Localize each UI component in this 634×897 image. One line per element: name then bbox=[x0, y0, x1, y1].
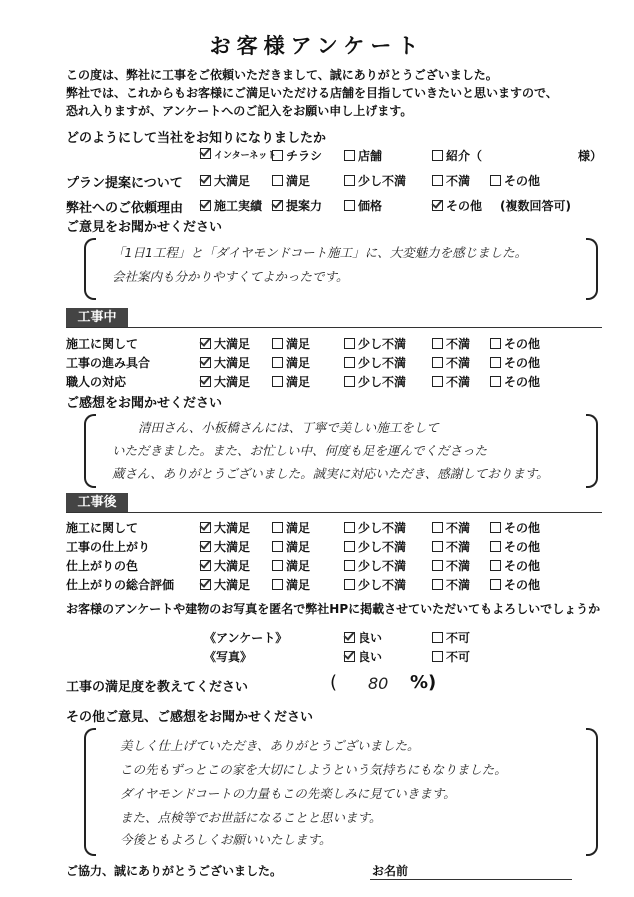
option-proposal[interactable]: 提案力 bbox=[272, 197, 322, 214]
satisfaction-open: ( bbox=[330, 672, 338, 693]
rating-option[interactable] bbox=[432, 335, 470, 352]
left-bracket bbox=[84, 238, 96, 300]
checkbox-icon[interactable] bbox=[272, 338, 283, 349]
rating-option[interactable] bbox=[432, 373, 470, 390]
rating-option[interactable] bbox=[200, 576, 250, 593]
checkbox-icon[interactable] bbox=[432, 651, 443, 662]
rating-option[interactable] bbox=[490, 335, 540, 352]
checkbox-checked-icon[interactable] bbox=[200, 560, 211, 571]
handwritten-line: いただきました。また、お忙しい中、何度も足を運んでくださった bbox=[112, 443, 488, 458]
left-bracket bbox=[84, 414, 96, 488]
checkbox-icon[interactable] bbox=[344, 560, 355, 571]
question-how: どのようにして当社をお知りになりましたか bbox=[66, 131, 327, 146]
checkbox-checked-icon[interactable] bbox=[200, 376, 211, 387]
rating-option[interactable] bbox=[200, 335, 250, 352]
checkbox-icon[interactable] bbox=[272, 357, 283, 368]
rating-option-label: 少し不満 bbox=[358, 356, 407, 370]
during-row-label: 職人の対応 bbox=[66, 375, 127, 389]
question-opinion: ご意見をお聞かせください bbox=[66, 220, 223, 235]
rating-option[interactable] bbox=[344, 519, 406, 536]
rating-option-label: 少し不満 bbox=[358, 174, 407, 188]
rating-option[interactable] bbox=[432, 519, 470, 536]
rating-option-label: その他 bbox=[504, 375, 541, 389]
rating-option-label: その他 bbox=[504, 578, 541, 592]
rating-option[interactable] bbox=[490, 172, 540, 189]
checkbox-icon[interactable] bbox=[490, 522, 501, 533]
rating-option[interactable] bbox=[272, 519, 310, 536]
checkbox-icon[interactable] bbox=[490, 376, 501, 387]
checkbox-icon[interactable] bbox=[344, 338, 355, 349]
section-after-construction: 工事後 bbox=[66, 493, 128, 512]
rating-option-label: その他 bbox=[504, 356, 541, 370]
checkbox-icon[interactable] bbox=[432, 150, 443, 161]
checkbox-icon[interactable] bbox=[344, 150, 355, 161]
checkbox-icon[interactable] bbox=[272, 560, 283, 571]
name-field-line[interactable] bbox=[370, 879, 572, 880]
rating-option[interactable] bbox=[272, 373, 310, 390]
rating-option-label: 大満足 bbox=[214, 578, 251, 592]
rating-option-label: 不満 bbox=[446, 521, 471, 535]
checkbox-checked-icon[interactable] bbox=[200, 357, 211, 368]
rating-option-label: 不満 bbox=[446, 174, 471, 188]
publish-photo-label: 《写真》 bbox=[204, 650, 253, 664]
rating-option-label: 少し不満 bbox=[358, 578, 407, 592]
multiple-answer-note: (複数回答可) bbox=[500, 199, 571, 213]
rating-option[interactable] bbox=[490, 519, 540, 536]
option-track-record[interactable]: 施工実績 bbox=[200, 197, 262, 214]
checkbox-icon[interactable] bbox=[490, 541, 501, 552]
rating-option[interactable] bbox=[432, 557, 470, 574]
checkbox-checked-icon[interactable] bbox=[272, 200, 283, 211]
name-label: お名前 bbox=[372, 864, 409, 878]
checkbox-icon[interactable] bbox=[432, 376, 443, 387]
rating-option-label: 不満 bbox=[446, 356, 471, 370]
rating-option[interactable] bbox=[490, 576, 540, 593]
checkbox-icon[interactable] bbox=[344, 376, 355, 387]
rating-option-label: 大満足 bbox=[214, 174, 251, 188]
rating-option[interactable] bbox=[200, 373, 250, 390]
after-row-label: 工事の仕上がり bbox=[66, 540, 151, 554]
right-bracket bbox=[586, 238, 598, 300]
checkbox-icon[interactable] bbox=[490, 560, 501, 571]
checkbox-icon[interactable] bbox=[272, 579, 283, 590]
after-row-label: 仕上がりの総合評価 bbox=[66, 578, 175, 592]
right-bracket bbox=[586, 414, 598, 488]
rating-option-label: 満足 bbox=[286, 337, 311, 351]
publish-survey-yes[interactable]: 良い bbox=[344, 629, 382, 646]
handwritten-line: 清田さん、小板橋さんには、丁寧で美しい施工をして bbox=[138, 420, 439, 435]
checkbox-checked-icon[interactable] bbox=[200, 522, 211, 533]
rating-option[interactable] bbox=[200, 354, 250, 371]
rating-option-label: 少し不満 bbox=[358, 375, 407, 389]
rating-option[interactable] bbox=[432, 538, 470, 555]
checkbox-icon[interactable] bbox=[272, 541, 283, 552]
rating-option[interactable] bbox=[344, 354, 406, 371]
referral-suffix: 様） bbox=[578, 149, 603, 163]
option-price[interactable]: 価格 bbox=[344, 197, 382, 214]
rating-option[interactable] bbox=[490, 538, 540, 555]
question-impression: ご感想をお聞かせください bbox=[66, 396, 223, 411]
checkbox-icon[interactable] bbox=[432, 632, 443, 643]
rating-option-label: その他 bbox=[504, 174, 541, 188]
during-row-label: 施工に関して bbox=[66, 337, 139, 351]
rating-option[interactable] bbox=[200, 172, 250, 189]
section-during-construction: 工事中 bbox=[66, 308, 128, 327]
publish-survey-label: 《アンケート》 bbox=[204, 631, 288, 645]
rating-option-label: 満足 bbox=[286, 375, 311, 389]
rating-option-label: 大満足 bbox=[214, 540, 251, 554]
checkbox-checked-icon[interactable] bbox=[200, 579, 211, 590]
rating-option-label: 大満足 bbox=[214, 559, 251, 573]
checkbox-checked-icon[interactable] bbox=[432, 200, 443, 211]
after-row-label: 施工に関して bbox=[66, 521, 139, 535]
checkbox-checked-icon[interactable] bbox=[344, 632, 355, 643]
question-other: その他ご意見、ご感想をお聞かせください bbox=[66, 710, 314, 725]
rating-option[interactable] bbox=[272, 354, 310, 371]
checkbox-icon[interactable] bbox=[432, 579, 443, 590]
rating-option[interactable] bbox=[200, 519, 250, 536]
rating-option-label: 不満 bbox=[446, 559, 471, 573]
question-publish: お客様のアンケートや建物のお写真を匿名で弊社HPに掲載させていただいてもよろしいでしょうか bbox=[66, 602, 601, 616]
during-row-label: 工事の進み具合 bbox=[66, 356, 151, 370]
question-plan: プラン提案について bbox=[66, 176, 183, 191]
rating-option-label: 大満足 bbox=[214, 356, 251, 370]
intro-text bbox=[66, 66, 558, 120]
rating-option[interactable] bbox=[272, 557, 310, 574]
rating-option[interactable] bbox=[200, 557, 250, 574]
rating-option[interactable] bbox=[200, 538, 250, 555]
rating-option-label: 不満 bbox=[446, 540, 471, 554]
checkbox-checked-icon[interactable] bbox=[200, 541, 211, 552]
rating-option[interactable] bbox=[272, 335, 310, 352]
option-flyer[interactable]: チラシ bbox=[272, 147, 322, 164]
after-rating-table bbox=[66, 519, 606, 599]
checkbox-icon[interactable] bbox=[272, 175, 283, 186]
rating-option-label: 大満足 bbox=[214, 375, 251, 389]
during-rating-table bbox=[66, 335, 606, 395]
rating-option[interactable] bbox=[344, 557, 406, 574]
rating-option-label: 満足 bbox=[286, 559, 311, 573]
rating-option[interactable] bbox=[490, 373, 540, 390]
handwritten-line: 美しく仕上げていただき、ありがとうございました。 bbox=[120, 738, 420, 753]
rating-option-label: 満足 bbox=[286, 540, 311, 554]
option-other[interactable]: その他 bbox=[432, 197, 482, 214]
rating-option-label: 少し不満 bbox=[358, 337, 407, 351]
checkbox-icon[interactable] bbox=[272, 150, 283, 161]
checkbox-checked-icon[interactable] bbox=[200, 175, 211, 186]
rating-option-label: その他 bbox=[504, 521, 541, 535]
checkbox-icon[interactable] bbox=[432, 522, 443, 533]
rating-option-label: 満足 bbox=[286, 356, 311, 370]
divider bbox=[66, 512, 602, 513]
handwritten-line: 「1日1工程」と「ダイヤモンドコート施工」に、大変魅力を感じました。 bbox=[112, 245, 528, 260]
rating-option[interactable] bbox=[344, 576, 406, 593]
rating-option[interactable] bbox=[272, 172, 310, 189]
divider bbox=[66, 327, 602, 328]
publish-photo-yes[interactable]: 良い bbox=[344, 648, 382, 665]
option-referral[interactable]: 紹介（ bbox=[432, 147, 482, 164]
checkbox-icon[interactable] bbox=[432, 175, 443, 186]
intro-line: この度は、弊社に工事をご依頼いただきまして、誠にありがとうございました。 bbox=[66, 68, 498, 82]
handwritten-line: また、点検等でお世話になることと思います。 bbox=[120, 810, 382, 825]
rating-option-label: 満足 bbox=[286, 578, 311, 592]
rating-option-label: 不満 bbox=[446, 578, 471, 592]
publish-survey-no[interactable]: 不可 bbox=[432, 629, 470, 646]
checkbox-icon[interactable] bbox=[344, 175, 355, 186]
handwritten-line: ダイヤモンドコートの力量もこの先楽しみに見ていきます。 bbox=[120, 786, 456, 801]
checkbox-icon[interactable] bbox=[344, 579, 355, 590]
checkbox-icon[interactable] bbox=[344, 200, 355, 211]
plan-rating-row bbox=[200, 172, 600, 190]
checkbox-checked-icon[interactable] bbox=[200, 338, 211, 349]
thanks-text: ご協力、誠にありがとうございました。 bbox=[66, 864, 283, 878]
rating-option[interactable] bbox=[344, 335, 406, 352]
rating-option-label: その他 bbox=[504, 337, 541, 351]
publish-photo-no[interactable]: 不可 bbox=[432, 648, 470, 665]
checkbox-icon[interactable] bbox=[432, 560, 443, 571]
checkbox-icon[interactable] bbox=[490, 357, 501, 368]
checkbox-icon[interactable] bbox=[272, 522, 283, 533]
rating-option-label: その他 bbox=[504, 540, 541, 554]
question-reason: 弊社へのご依頼理由 bbox=[66, 201, 184, 216]
checkbox-icon[interactable] bbox=[490, 579, 501, 590]
checkbox-icon[interactable] bbox=[344, 357, 355, 368]
right-bracket bbox=[586, 728, 598, 856]
checkbox-icon[interactable] bbox=[490, 175, 501, 186]
rating-option-label: 不満 bbox=[446, 375, 471, 389]
handwritten-line: 蔵さん、ありがとうございました。誠実に対応いただき、感謝しております。 bbox=[112, 466, 549, 481]
intro-line: 恐れ入りますが、アンケートへのご記入をお願い申し上げます。 bbox=[66, 104, 413, 118]
handwritten-line: 今後ともよろしくお願いいたします。 bbox=[120, 832, 332, 847]
rating-option-label: 大満足 bbox=[214, 337, 251, 351]
rating-option[interactable] bbox=[344, 538, 406, 555]
left-bracket bbox=[84, 728, 96, 856]
handwritten-line: この先もずっとこの家を大切にしようという気持ちにもなりました。 bbox=[120, 762, 507, 777]
rating-option-label: 少し不満 bbox=[358, 559, 407, 573]
rating-option-label: 少し不満 bbox=[358, 521, 407, 535]
checkbox-icon[interactable] bbox=[432, 357, 443, 368]
after-row-label: 仕上がりの色 bbox=[66, 559, 139, 573]
checkbox-checked-icon[interactable] bbox=[344, 651, 355, 662]
checkbox-icon[interactable] bbox=[490, 338, 501, 349]
rating-option[interactable] bbox=[490, 354, 540, 371]
checkbox-icon[interactable] bbox=[272, 376, 283, 387]
rating-option[interactable] bbox=[432, 354, 470, 371]
checkbox-icon[interactable] bbox=[432, 541, 443, 552]
rating-option[interactable] bbox=[272, 538, 310, 555]
rating-option[interactable] bbox=[344, 373, 406, 390]
option-internet[interactable]: インターネット bbox=[200, 147, 276, 161]
option-store[interactable]: 店舗 bbox=[344, 147, 382, 164]
checkbox-icon[interactable] bbox=[344, 522, 355, 533]
satisfaction-value[interactable]: 80 bbox=[368, 674, 389, 693]
question-satisfaction: 工事の満足度を教えてください bbox=[66, 680, 249, 695]
page-title: お客様アンケート bbox=[209, 34, 425, 58]
rating-option[interactable] bbox=[490, 557, 540, 574]
checkbox-icon[interactable] bbox=[432, 338, 443, 349]
rating-option-label: 満足 bbox=[286, 174, 311, 188]
checkbox-checked-icon[interactable] bbox=[200, 148, 211, 159]
rating-option-label: 満足 bbox=[286, 521, 311, 535]
rating-option-label: その他 bbox=[504, 559, 541, 573]
rating-option-label: 大満足 bbox=[214, 521, 251, 535]
satisfaction-unit: %) bbox=[410, 672, 437, 693]
checkbox-checked-icon[interactable] bbox=[200, 200, 211, 211]
checkbox-icon[interactable] bbox=[344, 541, 355, 552]
rating-option[interactable] bbox=[272, 576, 310, 593]
rating-option-label: 不満 bbox=[446, 337, 471, 351]
handwritten-line: 会社案内も分かりやすくてよかったです。 bbox=[112, 269, 349, 284]
rating-option[interactable] bbox=[432, 576, 470, 593]
rating-option[interactable] bbox=[432, 172, 470, 189]
intro-line: 弊社では、これからもお客様にご満足いただける店舗を目指していきたいと思いますので、 bbox=[66, 86, 558, 100]
rating-option[interactable] bbox=[344, 172, 406, 189]
rating-option-label: 少し不満 bbox=[358, 540, 407, 554]
